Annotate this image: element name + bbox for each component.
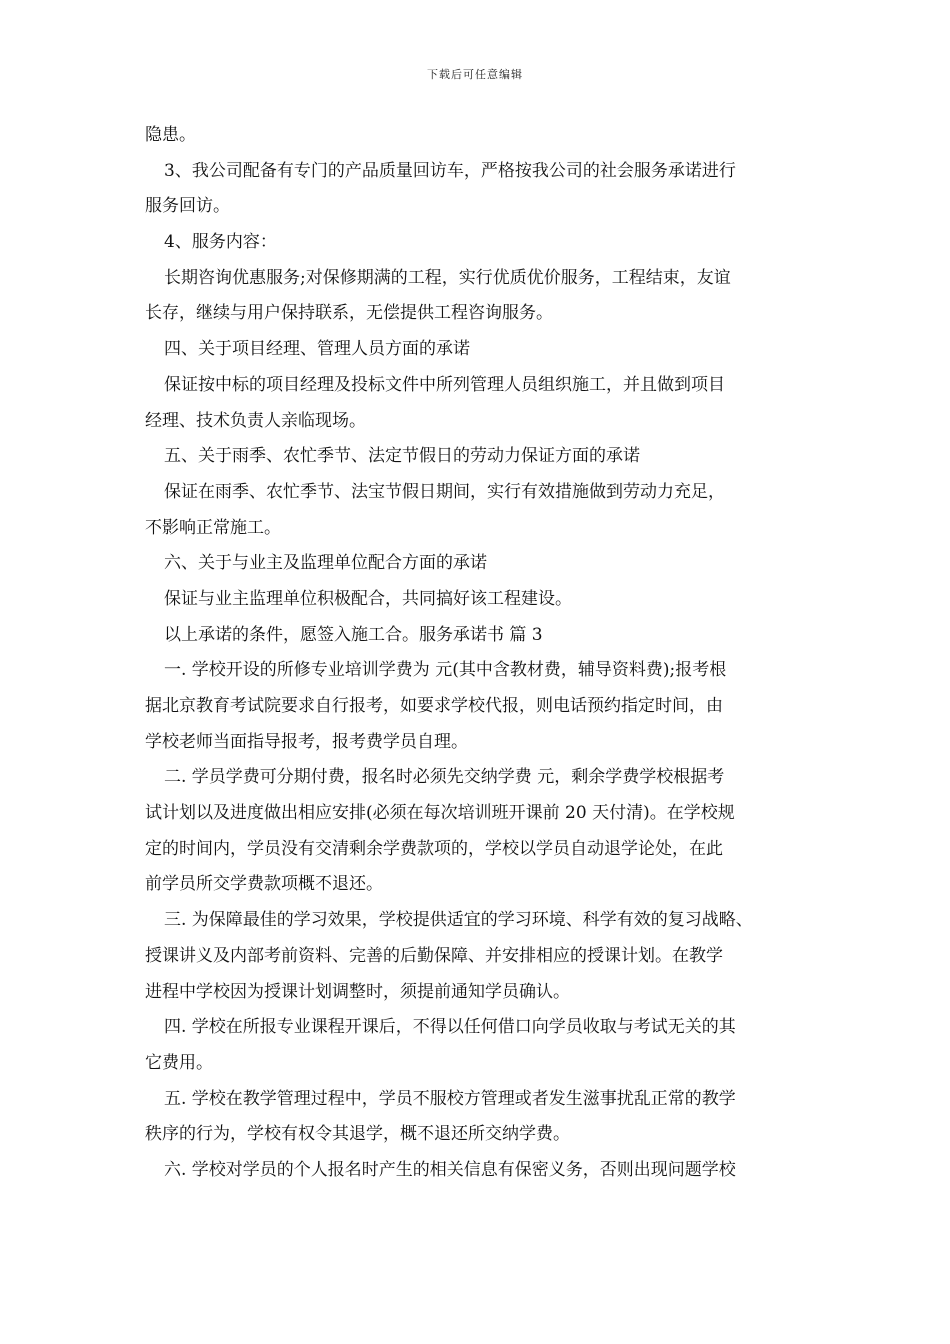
text-line: 长期咨询优惠服务;对保修期满的工程，实行优质优价服务，工程结束，友谊 xyxy=(164,267,731,288)
text-line: 不影响正常施工。 xyxy=(145,517,281,538)
text-line: 前学员所交学费款项概不退还。 xyxy=(145,874,383,895)
document-body xyxy=(145,118,810,1189)
text-line: 授课讲义及内部考前资料、完善的后勤保障、并安排相应的授课计划。在教学 xyxy=(145,945,723,966)
text-line: 3、我公司配备有专门的产品质量回访车，严格按我公司的社会服务承诺进行 xyxy=(164,160,736,181)
text-line: 二. 学员学费可分期付费，报名时必须先交纳学费 元，剩余学费学校根据考 xyxy=(164,767,725,788)
text-line: 进程中学校因为授课计划调整时，须提前通知学员确认。 xyxy=(145,981,570,1002)
text-line: 经理、技术负责人亲临现场。 xyxy=(145,410,366,431)
text-line: 五. 学校在教学管理过程中，学员不服校方管理或者发生滋事扰乱正常的教学 xyxy=(164,1088,736,1109)
text-line: 四、关于项目经理、管理人员方面的承诺 xyxy=(164,339,470,360)
text-line: 长存，继续与用户保持联系，无偿提供工程咨询服务。 xyxy=(145,303,553,324)
text-line: 保证在雨季、农忙季节、法宝节假日期间，实行有效措施做到劳动力充足， xyxy=(164,481,725,502)
text-line: 学校老师当面指导报考，报考费学员自理。 xyxy=(145,731,468,752)
text-line: 五、关于雨季、农忙季节、法定节假日的劳动力保证方面的承诺 xyxy=(164,446,640,467)
text-line: 秩序的行为，学校有权令其退学，概不退还所交纳学费。 xyxy=(145,1124,570,1145)
page-header: 下载后可任意编辑 xyxy=(427,68,523,81)
text-line: 六、关于与业主及监理单位配合方面的承诺 xyxy=(164,553,487,574)
text-line: 保证按中标的项目经理及投标文件中所列管理人员组织施工，并且做到项目 xyxy=(164,374,725,395)
text-line: 以上承诺的条件，愿签入施工合。服务承诺书 篇 3 xyxy=(164,624,543,645)
text-line: 六. 学校对学员的个人报名时产生的相关信息有保密义务，否则出现问题学校 xyxy=(164,1159,736,1180)
text-line: 它费用。 xyxy=(145,1052,213,1073)
text-line: 隐患。 xyxy=(145,125,196,145)
text-line: 三. 为保障最佳的学习效果，学校提供适宜的学习环境、科学有效的复习战略、 xyxy=(164,910,753,931)
text-line: 保证与业主监理单位积极配合，共同搞好该工程建设。 xyxy=(164,588,572,609)
text-line: 试计划以及进度做出相应安排(必须在每次培训班开课前 20 天付清)。在学校规 xyxy=(145,803,735,824)
text-line: 服务回访。 xyxy=(145,196,230,217)
text-line: 定的时间内，学员没有交清剩余学费款项的，学校以学员自动退学论处，在此 xyxy=(145,838,723,859)
text-line: 四. 学校在所报专业课程开课后，不得以任何借口向学员收取与考试无关的其 xyxy=(164,1017,736,1038)
text-line: 据北京教育考试院要求自行报考，如要求学校代报，则电话预约指定时间，由 xyxy=(145,696,723,716)
text-line: 4、服务内容： xyxy=(164,232,277,253)
text-line: 一. 学校开设的所修专业培训学费为 元(其中含教材费，辅导资料费);报考根 xyxy=(164,660,727,681)
